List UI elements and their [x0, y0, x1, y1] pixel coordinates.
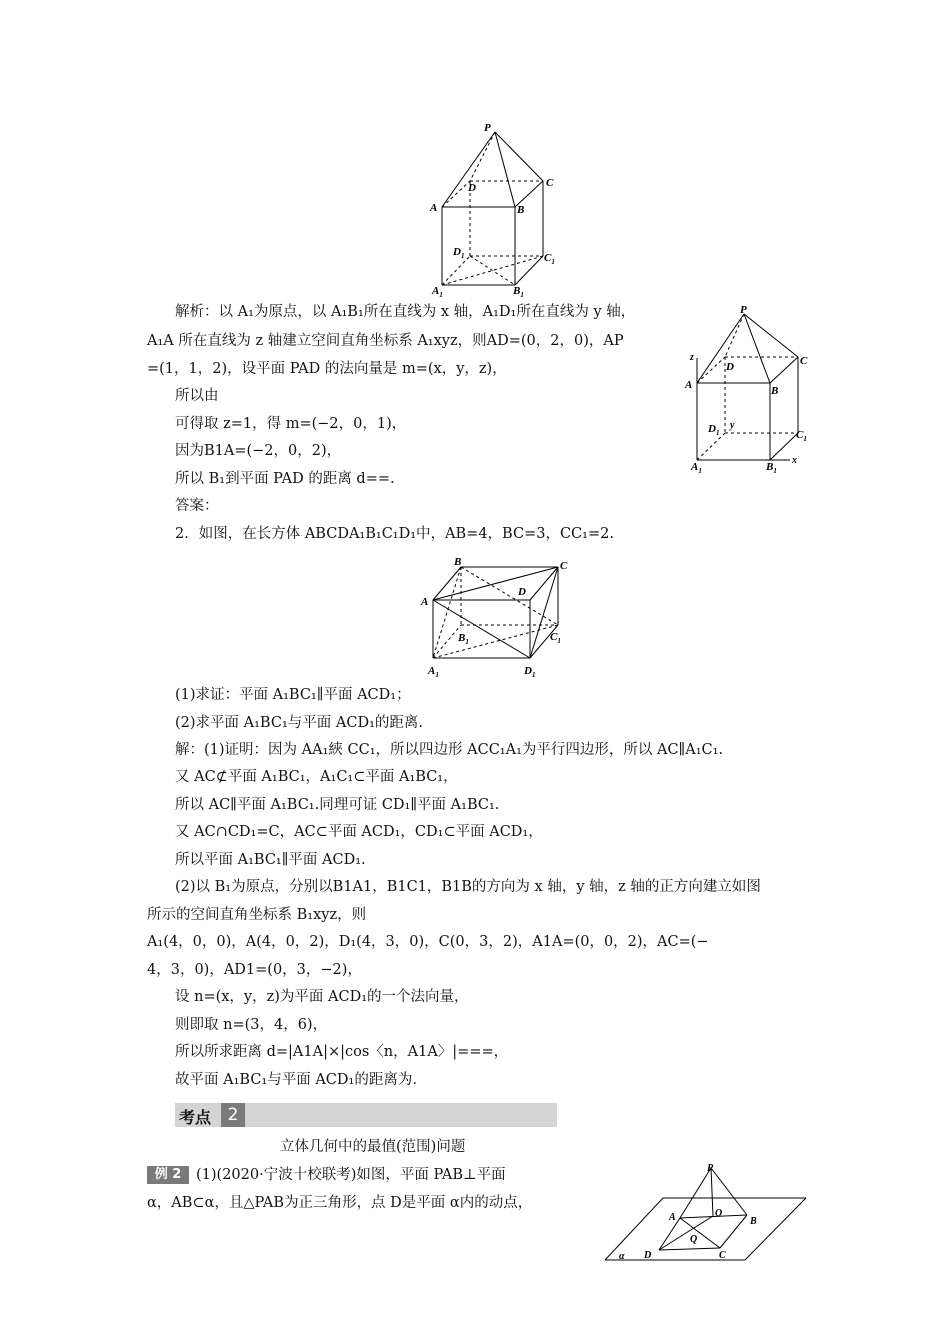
label-alpha: α — [619, 1251, 625, 1262]
proof-line-3: 所以 AC∥平面 A₁BC₁.同理可证 CD₁∥平面 A₁BC₁. — [175, 797, 500, 813]
kaodian-label: 考点 — [179, 1108, 212, 1127]
figure-plane-triangle — [603, 1160, 813, 1270]
label-P: P — [707, 1163, 714, 1174]
part-2-line-5: 设 n=(x，y，z)为平面 ACD₁的一个法向量， — [175, 989, 469, 1005]
solution-line-7: 所以 B₁到平面 PAD 的距离 d==. — [175, 471, 395, 487]
example-label: 例 2 — [147, 1166, 189, 1184]
label-A1: $A_1$ — [428, 665, 439, 679]
figure-rectangular-box — [418, 555, 568, 683]
label-D1: $D_1$ — [524, 665, 536, 679]
proof-line-5: 所以平面 A₁BC₁∥平面 ACD₁. — [175, 852, 366, 868]
label-D1: $D_1$ — [453, 246, 465, 260]
solution-line-3: =(1，1，2)，设平面 PAD 的法向量是 m=(x，y，z)， — [147, 361, 507, 377]
label-z: z — [690, 352, 694, 363]
label-B: B — [771, 385, 779, 397]
label-Q: Q — [690, 1234, 698, 1245]
label-C: C — [719, 1250, 726, 1261]
label-C1: $C_1$ — [796, 429, 807, 443]
label-B: B — [517, 204, 525, 216]
proof-line-1: 解：(1)证明：因为 AA₁綊 CC₁，所以四边形 ACC₁A₁为平行四边形，所以 AC∥A₁C₁. — [175, 742, 724, 758]
section-title: 立体几何中的最值(范围)问题 — [280, 1139, 466, 1155]
section-header-bar — [175, 1103, 557, 1127]
example-2-line-1: (1)(2020·宁波十校联考)如图，平面 PAB⊥平面 — [196, 1167, 506, 1183]
label-C: C — [546, 177, 554, 189]
solution-line-6: 因为B1A=(−2，0，2)， — [175, 443, 342, 459]
part-2-line-2: 所示的空间直角坐标系 B₁xyz，则 — [147, 907, 367, 923]
label-A: A — [669, 1212, 676, 1223]
label-P: P — [484, 122, 491, 134]
label-B1: $B_1$ — [513, 285, 524, 298]
solution-line-5: 可得取 z=1，得 m=(−2，0，1)， — [175, 416, 407, 432]
part-2-line-1: (2)以 B₁为原点，分别以B1A1，B1C1，B1B的方向为 x 轴，y 轴，z 轴的正方向建立如图 — [175, 879, 761, 895]
label-A: A — [685, 379, 693, 391]
label-B1: $B_1$ — [458, 632, 469, 646]
label-D: D — [644, 1250, 652, 1261]
label-P: P — [740, 304, 747, 316]
problem-2-part-2: (2)求平面 A₁BC₁与平面 ACD₁的距离. — [175, 715, 423, 731]
kaodian-number: 2 — [221, 1103, 245, 1127]
part-2-line-3: A₁(4，0，0)，A(4，0，2)，D₁(4，3，0)，C(0，3，2)，A1A=(0，0，2)，AC=(− — [147, 934, 709, 950]
label-B1: $B_1$ — [766, 461, 777, 475]
proof-line-2: 又 AC⊄平面 A₁BC₁，A₁C₁⊂平面 A₁BC₁， — [175, 769, 458, 785]
solution-line-4: 所以由 — [175, 388, 219, 404]
label-y: y — [730, 420, 735, 431]
part-2-conclusion: 故平面 A₁BC₁与平面 ACD₁的距离为. — [175, 1072, 417, 1088]
label-A1: $A_1$ — [691, 461, 702, 475]
part-2-line-6: 则即取 n=(3，4，6)， — [175, 1017, 328, 1033]
label-C1: $C_1$ — [544, 252, 555, 266]
label-A: A — [421, 596, 429, 608]
part-2-line-4: 4，3，0)，AD1=(0，3，−2)， — [147, 962, 362, 978]
label-A: A — [430, 202, 438, 214]
label-C: C — [800, 355, 808, 367]
figure-cube-pyramid-axes — [682, 300, 817, 478]
label-D: D — [468, 182, 476, 194]
proof-line-4: 又 AC∩CD₁=C，AC⊂平面 ACD₁，CD₁⊂平面 ACD₁， — [175, 824, 543, 840]
label-B: B — [750, 1216, 757, 1227]
problem-2-part-1: (1)求证：平面 A₁BC₁∥平面 ACD₁； — [175, 687, 411, 703]
part-2-line-7: 所以所求距离 d=|A1A|×|cos〈n，A1A〉|===， — [175, 1044, 509, 1060]
label-D1: $D_1$ — [708, 423, 720, 437]
label-x: x — [792, 455, 797, 466]
solution-line-1: 解析：以 A₁为原点，以 A₁B₁所在直线为 x 轴，A₁D₁所在直线为 y 轴， — [175, 304, 636, 320]
label-C1: $C_1$ — [550, 631, 561, 645]
label-D: D — [518, 586, 526, 598]
solution-line-2: A₁A 所在直线为 z 轴建立空间直角坐标系 A₁xyz，则AD=(0，2，0)，AP — [147, 333, 624, 349]
label-O: O — [715, 1208, 723, 1219]
problem-2-statement: 2．如图，在长方体 ABCDA₁B₁C₁D₁中，AB=4，BC=3，CC₁=2. — [175, 526, 614, 542]
label-D: D — [726, 361, 734, 373]
label-B: B — [454, 556, 462, 568]
label-A1: $A_1$ — [432, 285, 443, 298]
example-2-line-2: α，AB⊂α，且△PAB为正三角形，点 D是平面 α内的动点， — [147, 1195, 533, 1211]
figure-cube-pyramid-1 — [420, 118, 570, 298]
label-C: C — [560, 560, 568, 572]
answer-label: 答案： — [175, 498, 219, 514]
